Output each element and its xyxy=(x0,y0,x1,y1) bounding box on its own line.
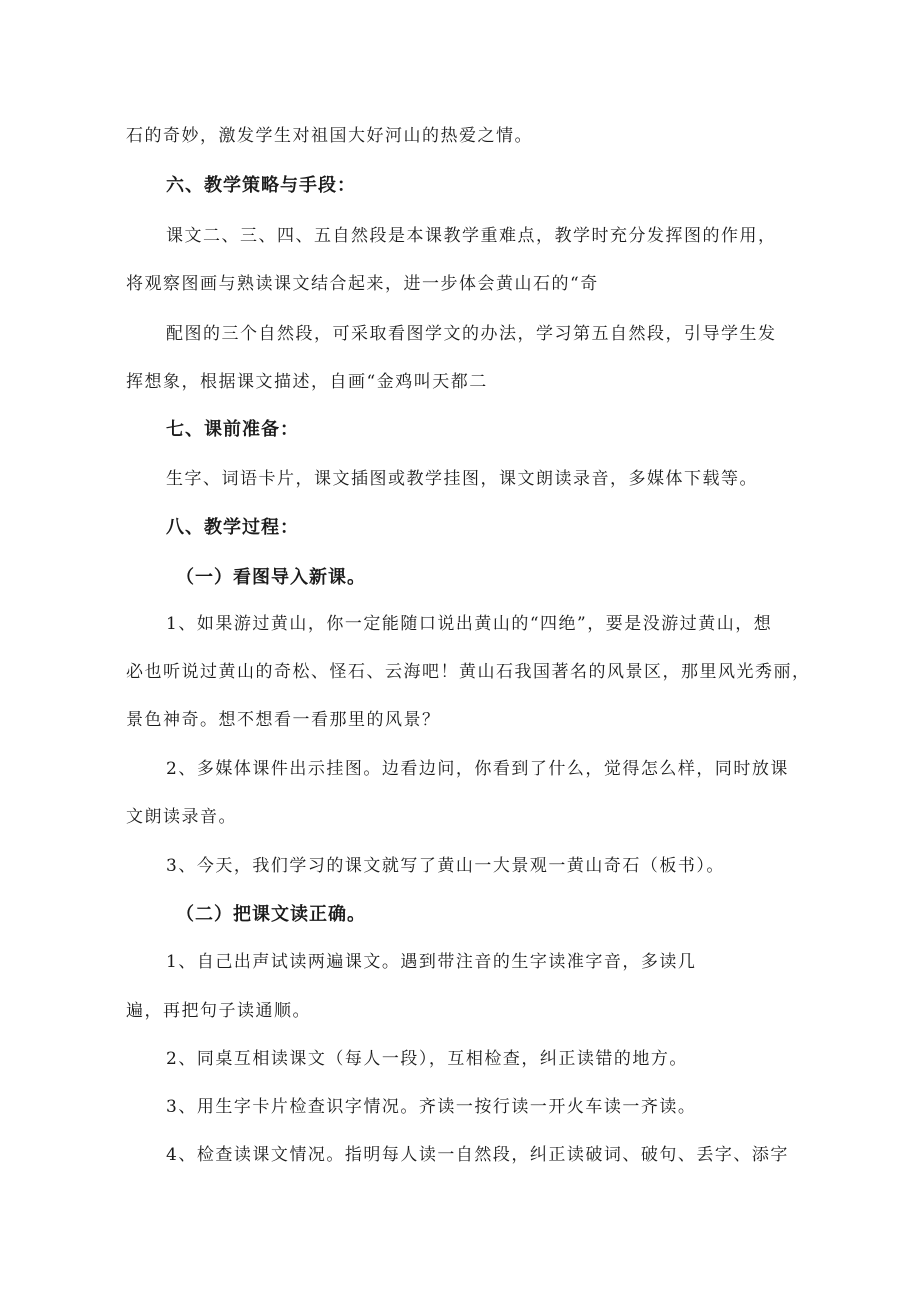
paragraph-line: 景色神奇。想不想看一看那里的风景？ xyxy=(126,710,441,730)
section-heading-strategy: 六、教学策略与手段： xyxy=(166,175,356,196)
paragraph-line: 4、检查读课文情况。指明每人读一自然段，纠正读破词、破句、丢字、添字 xyxy=(166,1145,789,1165)
paragraph-line: 遍，再把句子读通顺。 xyxy=(126,1001,311,1021)
subsection-heading-reading: （二）把课文读正确。 xyxy=(176,904,366,925)
paragraph-line: 课文二、三、四、五自然段是本课教学重难点，教学时充分发挥图的作用， xyxy=(166,226,777,246)
section-heading-preparation: 七、课前准备： xyxy=(166,419,299,440)
paragraph-line: 3、用生字卡片检查识字情况。齐读一按行读一开火车读一齐读。 xyxy=(166,1097,697,1117)
subsection-heading-intro: （一）看图导入新课。 xyxy=(176,567,366,588)
paragraph-line: 3、今天，我们学习的课文就写了黄山一大景观一黄山奇石（板书）。 xyxy=(166,856,725,876)
paragraph-line: 文朗读录音。 xyxy=(126,807,237,827)
section-heading-process: 八、教学过程： xyxy=(166,517,299,538)
paragraph-line: 生字、词语卡片，课文插图或教学挂图，课文朗读录音，多媒体下载等。 xyxy=(166,469,758,489)
paragraph-line: 配图的三个自然段，可采取看图学文的办法，学习第五自然段，引导学生发 xyxy=(166,324,777,344)
paragraph-line: 必也听说过黄山的奇松、怪石、云海吧！黄山石我国著名的风景区，那里风光秀丽， xyxy=(126,662,811,682)
paragraph-line: 石的奇妙，激发学生对祖国大好河山的热爱之情。 xyxy=(126,126,533,146)
paragraph-line: 2、同桌互相读课文（每人一段），互相检查，纠正读错的地方。 xyxy=(166,1049,688,1069)
paragraph-line: 挥想象，根据课文描述，自画“金鸡叫天都二 xyxy=(126,372,488,392)
paragraph-line: 1、自己出声试读两遍课文。遇到带注音的生字读准字音，多读几 xyxy=(166,952,697,972)
paragraph-line: 将观察图画与熟读课文结合起来，进一步体会黄山石的“奇 xyxy=(126,274,599,294)
paragraph-line: 1、如果游过黄山，你一定能随口说出黄山的“四绝”，要是没游过黄山，想 xyxy=(166,614,773,634)
paragraph-line: 2、多媒体课件出示挂图。边看边问，你看到了什么，觉得怎么样，同时放课 xyxy=(166,759,789,779)
